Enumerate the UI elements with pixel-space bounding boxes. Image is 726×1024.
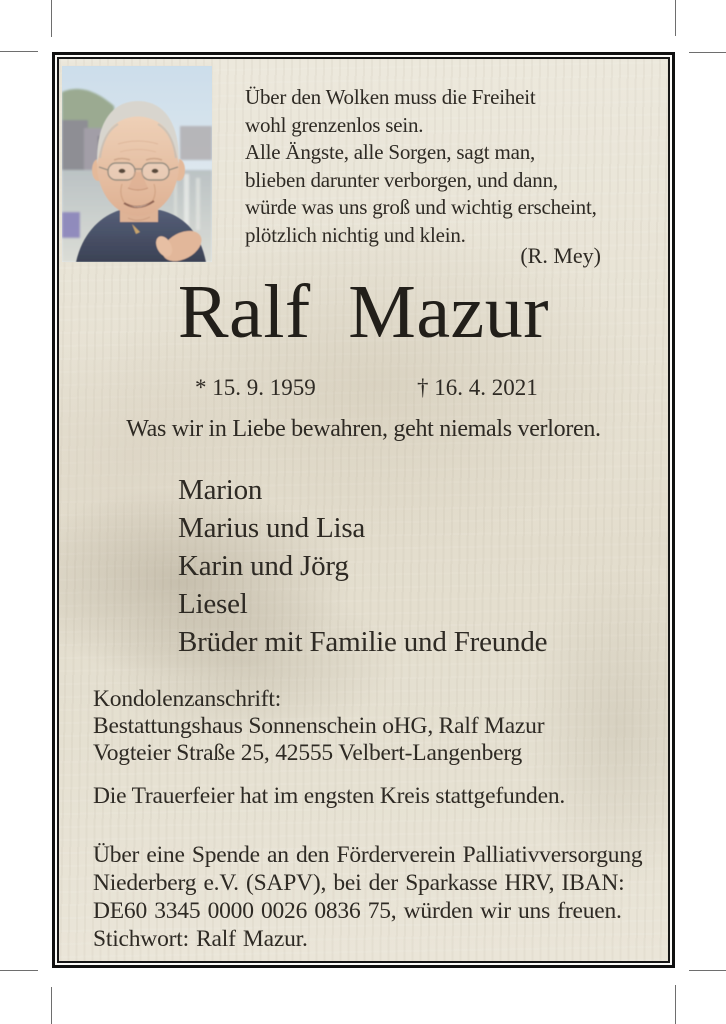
- mourners-list: [178, 471, 547, 661]
- donation-line: Stichwort: Ralf Mazur.: [93, 926, 308, 952]
- card-content: [59, 59, 668, 961]
- mourner-name: Karin und Jörg: [178, 550, 349, 582]
- quote-line: würde was uns groß und wichtig erscheint,: [245, 195, 597, 219]
- card-inner-rule: [57, 57, 670, 963]
- quote-line: blieben darunter verborgen, und dann,: [245, 167, 558, 192]
- mourner-name: Brüder mit Familie und Freunde: [178, 626, 548, 658]
- donation-note: [93, 841, 642, 953]
- death-date: † 16. 4. 2021: [417, 375, 538, 400]
- crop-mark-bottom-right-h: [689, 970, 726, 971]
- condolence-line: Bestattungshaus Sonnenschein oHG, Ralf Mazur: [93, 713, 545, 739]
- quote-line: Alle Ängste, alle Sorgen, sagt man,: [245, 140, 536, 164]
- quote-block: [245, 84, 597, 249]
- funeral-note: Die Trauerfeier hat im engsten Kreis stattgefunden.: [93, 783, 566, 809]
- life-dates: [59, 375, 668, 405]
- crop-mark-top-left-h: [0, 51, 38, 52]
- quote-line: Über den Wolken muss die Freiheit: [245, 85, 536, 109]
- motto-line: Was wir in Liebe bewahren, geht niemals verloren.: [126, 416, 601, 442]
- quote-line: plötzlich nichtig und klein.: [245, 222, 466, 247]
- portrait-photo: [62, 66, 212, 262]
- crop-mark-bottom-left-v: [51, 987, 52, 1024]
- crop-mark-bottom-right-v: [675, 985, 676, 1024]
- quote-attribution: (R. Mey): [520, 243, 601, 268]
- donation-line: DE60 3345 0000 0026 0836 75, würden wir uns freuen.: [93, 898, 622, 924]
- mourner-name: Marion: [178, 474, 263, 506]
- mourner-name: Marius und Lisa: [178, 512, 366, 544]
- condolence-label: Kondolenzanschrift:: [93, 686, 282, 712]
- condolence-line: Vogteier Straße 25, 42555 Velbert-Langenberg: [93, 740, 523, 766]
- birth-date: * 15. 9. 1959: [195, 375, 316, 400]
- condolence-address: [93, 686, 544, 767]
- crop-mark-top-left-v: [51, 0, 52, 37]
- donation-line: Über eine Spende an den Förderverein Palliativversorgung: [93, 842, 643, 868]
- mourner-name: Liesel: [178, 588, 248, 620]
- memorial-card: [52, 52, 675, 968]
- crop-mark-top-right-v: [675, 0, 676, 36]
- donation-line: Niederberg e.V. (SAPV), bei der Sparkasse HRV, IBAN:: [93, 870, 625, 896]
- crop-mark-bottom-left-h: [0, 970, 38, 971]
- quote-line: wohl grenzenlos sein.: [245, 112, 424, 137]
- deceased-name: Ralf Mazur: [177, 270, 550, 354]
- crop-mark-top-right-h: [689, 52, 726, 53]
